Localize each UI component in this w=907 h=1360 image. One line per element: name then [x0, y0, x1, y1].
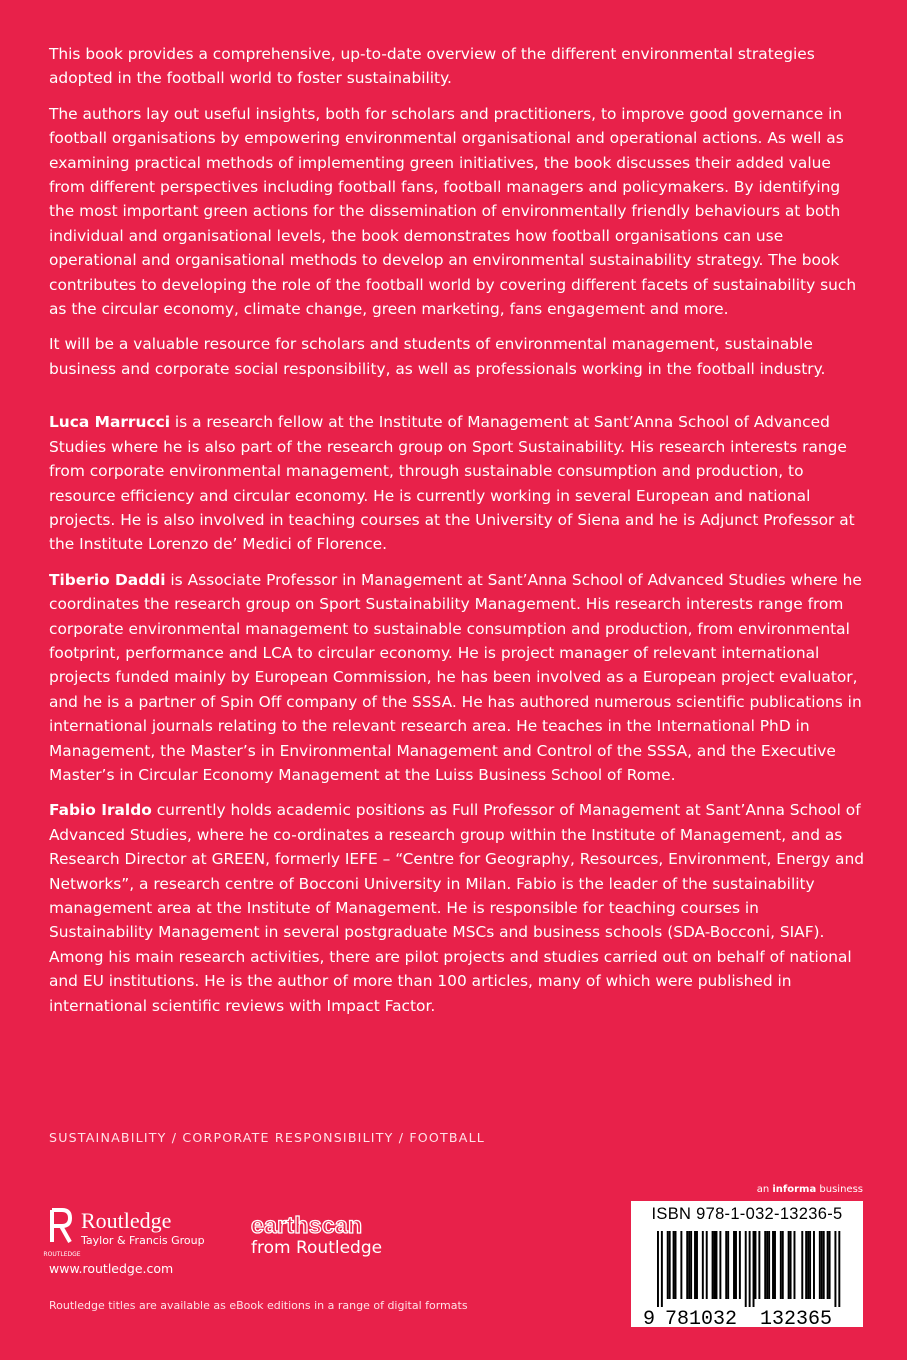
barcode-bar [766, 1231, 768, 1299]
barcode-bar [813, 1231, 815, 1299]
svg-text:ROUTLEDGE: ROUTLEDGE [43, 1251, 81, 1258]
publisher-name: Routledge [81, 1208, 172, 1233]
imprint-from: from Routledge [251, 1238, 383, 1258]
barcode-bar [739, 1231, 741, 1299]
barcode-bar [768, 1231, 770, 1299]
blurb-paragraph-1: This book provides a comprehensive, up-to-date overview of the different environmental strategies adopted in the football world to foster sustainability. [49, 45, 815, 88]
publisher-url: www.routledge.com [49, 1261, 174, 1276]
barcode-bar [745, 1231, 747, 1307]
barcode-bar [727, 1231, 729, 1299]
author-bio-2 [49, 568, 867, 788]
routledge-r-icon [43, 1208, 81, 1258]
barcode-bar [667, 1231, 669, 1299]
author-bio-text: currently holds academic positions as Full Professor of Management at Sant’Anna School of Advanced Studies, where he co-ordinates a research group within the Institute of Management, and as Research Director at GREEN, formerly IEFE – “Centre for Geography, Resources, Environment, Energy and Networks”, a research centre of Bocconi University in Milan. Fabio is the leader of the sustainability management area at the Institute of Management. He is responsible for teaching courses in Sustainability Management in several postgraduate MSCs and business schools (SDA-Bocconi, SIAF). Among his main research activities, there are pilot projects and studies carried out on behalf of national and EU institutions. He is the author of more than 100 articles, many of which were published in international scientific reviews with Impact Factor. [49, 801, 864, 1015]
barcode-bar [735, 1231, 737, 1299]
barcode-bar [827, 1231, 829, 1299]
barcode-bar [686, 1231, 688, 1299]
barcode-bar [758, 1231, 760, 1299]
author-bio-text: is Associate Professor in Management at Sant’Anna School of Advanced Studies where he coordinates the research group on Sport Sustainability Management. His research interests range from corporate environmental management to sustainable consumption and production, from environmental footprint, performance and LCA to circular economy. He is project manager of relevant international projects funded mainly by European Commission, he has been involved as a European project evaluator, and he is a partner of Spin Off company of the SSSA. He has authored numerous scientific publications in international journals relating to the relevant research area. He teaches in the International PhD in Management, the Master’s in Environmental Management and Control of the SSSA, and the Executive Master’s in Circular Economy Management at the Luiss Business School of Rome. [49, 570, 862, 784]
barcode-bar [821, 1231, 823, 1299]
barcode-bar [669, 1231, 671, 1299]
ebook-note: Routledge titles are available as eBook editions in a range of digital formats [49, 1299, 468, 1312]
back-cover-text [49, 42, 867, 1029]
barcode-bar [805, 1231, 807, 1299]
barcode-bar [794, 1231, 796, 1299]
author-bio-3 [49, 798, 867, 1018]
barcode-bar [829, 1231, 831, 1299]
barcode-bar [712, 1231, 714, 1299]
barcode-bar [690, 1231, 692, 1299]
barcode-bar [733, 1231, 735, 1299]
author-bio-text: is a research fellow at the Institute of Management at Sant’Anna School of Advanced Studies where he is also part of the research group on Sport Sustainability. His research interests range from corporate environmental management, through sustainable consumption and production, to resource efficiency and circular economy. He is currently working in several European and national projects. He is also involved in teaching courses at the University of Siena and he is Adjunct Professor at the Institute Lorenzo de’ Medici of Florence. [49, 413, 855, 554]
barcode-bar [714, 1231, 716, 1299]
barcode-bar [706, 1231, 708, 1299]
barcode-bar [807, 1231, 809, 1299]
barcode-right-digits: 132365 [759, 1308, 833, 1331]
barcode-graphic [631, 1229, 863, 1331]
barcode-bar [838, 1231, 840, 1307]
barcode-bar [819, 1231, 821, 1299]
blurb-paragraph-3: It will be a valuable resource for scholars and students of environmental management, sustainable business and corporate social responsibility, as well as professionals working in the football industry. [49, 335, 826, 378]
barcode-bar [657, 1231, 659, 1307]
barcode-bar [716, 1231, 718, 1299]
barcode-bar [772, 1231, 774, 1299]
isbn-barcode [631, 1201, 863, 1331]
barcode-bar [694, 1231, 696, 1299]
barcode-bar [696, 1231, 698, 1299]
barcode-first-digit: 9 [643, 1308, 656, 1331]
barcode-bar [688, 1231, 690, 1299]
publisher-group: Taylor & Francis Group [81, 1234, 205, 1247]
barcode-bar [809, 1231, 811, 1299]
earthscan-logo [251, 1213, 382, 1259]
barcode-bar [790, 1231, 792, 1299]
barcode-bar [788, 1231, 790, 1299]
barcode-bar [702, 1231, 704, 1299]
isbn-text: ISBN 978-1-032-13236-5 [651, 1205, 843, 1223]
author-name: Fabio Iraldo [49, 801, 152, 820]
barcode-bar [780, 1231, 782, 1299]
barcode-bar [764, 1231, 766, 1299]
barcode-bar [680, 1231, 682, 1299]
barcode-bar [823, 1231, 825, 1299]
barcode-bar [719, 1231, 721, 1299]
barcode-bar [753, 1231, 755, 1307]
informa-tagline: an informa business [756, 1184, 863, 1195]
routledge-logo [43, 1208, 205, 1258]
barcode-bar [782, 1231, 784, 1299]
barcode-bar [749, 1231, 751, 1307]
author-bio-1 [49, 410, 867, 556]
barcode-bar [673, 1231, 675, 1299]
barcode-bar [675, 1231, 677, 1299]
author-name: Luca Marrucci [49, 413, 170, 432]
barcode-bar [774, 1231, 776, 1299]
imprint-name: earthscan [251, 1212, 363, 1238]
blurb-paragraph-2: The authors lay out useful insights, both for scholars and practitioners, to improve good governance in football organisations by empowering environmental organisational and operational actions. As well as examining practical methods of implementing green initiatives, the book discusses their added value from different perspectives including football fans, football managers and policymakers. By identifying the most important green actions for the dissemination of environmentally friendly behaviours at both individual and organisational levels, the book demonstrates how football organisations can use operational and organisational methods to develop an environmental sustainability strategy. The book contributes to developing the role of the football world by covering different facets of sustainability such as the circular economy, climate change, green marketing, fans engagement and more. [49, 104, 857, 319]
barcode-bar [755, 1231, 757, 1299]
barcode-bar [801, 1231, 803, 1299]
barcode-bar [725, 1231, 727, 1299]
barcode-bar [661, 1231, 663, 1307]
barcode-left-digits: 781032 [664, 1308, 738, 1331]
barcode-bar [834, 1231, 836, 1307]
author-name: Tiberio Daddi [49, 570, 166, 589]
subject-categories: SUSTAINABILITY / CORPORATE RESPONSIBILITY / FOOTBALL [49, 1130, 486, 1145]
